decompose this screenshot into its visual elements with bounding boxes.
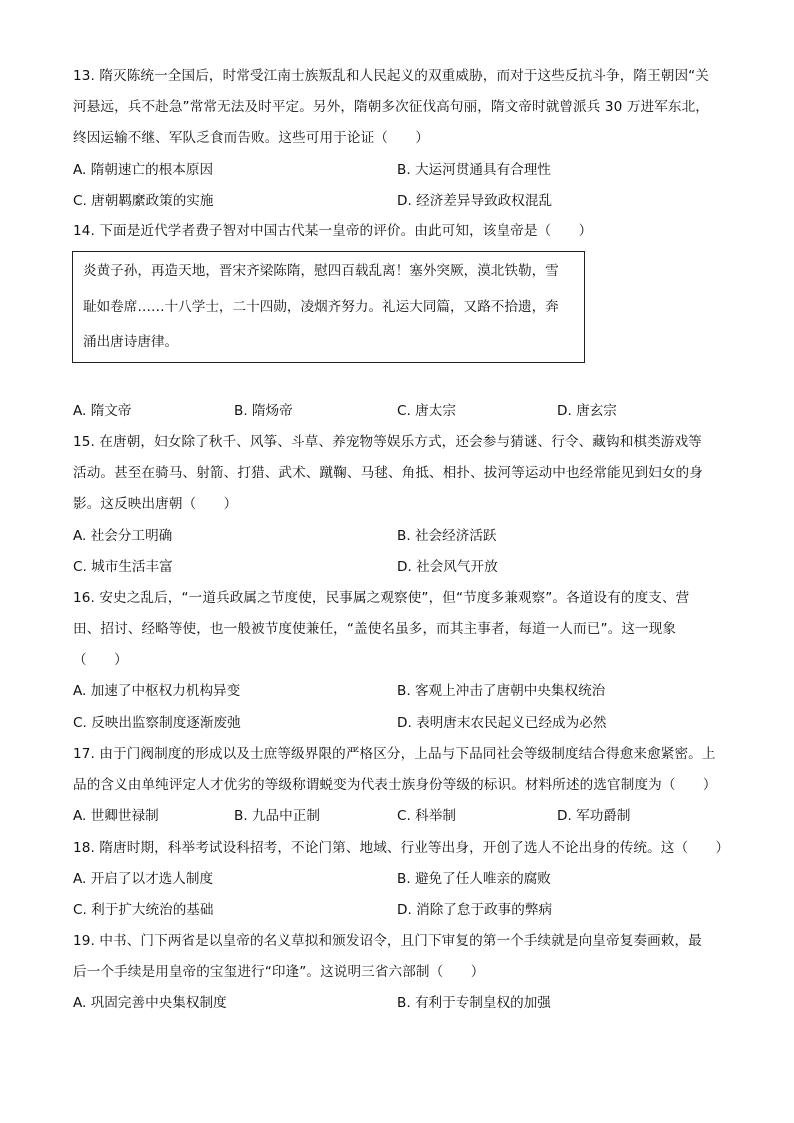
q17-stem-line-1: 17. 由于门阀制度的形成以及士庶等级界限的严格区分，上品与下品同社会等级制度结合得愈来愈紧密。上 — [73, 746, 716, 762]
q18-option-c[interactable]: C. 利于扩大统治的基础 — [73, 902, 214, 918]
q15-option-a[interactable]: A. 社会分工明确 — [73, 528, 173, 544]
q14-stem-line-1: 14. 下面是近代学者费子智对中国古代某一皇帝的评价。由此可知，该皇帝是（ ） — [73, 223, 593, 239]
q18-option-a[interactable]: A. 开启了以才选人制度 — [73, 871, 214, 887]
q18-stem-line-1: 18. 隋唐时期，科举考试设科招考，不论门第、地域、行业等出身，开创了选人不论出身的传统。这（ ） — [73, 840, 730, 856]
q13-option-a[interactable]: A. 隋朝速亡的根本原因 — [73, 162, 214, 178]
q15-option-c[interactable]: C. 城市生活丰富 — [73, 559, 173, 575]
q14-option-c[interactable]: C. 唐太宗 — [397, 403, 456, 419]
q19-stem-line-2: 后一个手续是用皇帝的宝玺进行“印逢”。这说明三省六部制（ ） — [73, 964, 485, 980]
q15-option-d[interactable]: D. 社会风气开放 — [397, 559, 498, 575]
q15-stem-line-2: 活动。甚至在骑马、射箭、打猎、武术、蹴鞠、马毬、角抵、相扑、拔河等运动中也经常能见到妇女的身 — [73, 465, 703, 481]
q19-stem-line-1: 19. 中书、门下两省是以皇帝的名义草拟和颁发诏令，且门下审复的第一个手续就是向皇帝复奏画敕，最 — [73, 933, 702, 949]
q14-option-b[interactable]: B. 隋炀帝 — [234, 403, 293, 419]
q17-stem-line-2: 品的含义由单纯评定人才优劣的等级称谓蜕变为代表士族身份等级的标识。材料所述的选官制度为（ ） — [73, 777, 717, 793]
q14-quote-line-2: 耻如卷席……十八学士，二十四勋，凌烟齐努力。礼运大同篇，又路不拾遗，奔 — [83, 299, 559, 315]
q13-option-d[interactable]: D. 经济差异导致政权混乱 — [397, 193, 553, 209]
q13-option-c[interactable]: C. 唐朝羁縻政策的实施 — [73, 193, 214, 209]
q19-option-b[interactable]: B. 有利于专制皇权的加强 — [397, 995, 551, 1011]
q16-option-b[interactable]: B. 客观上冲击了唐朝中央集权统治 — [397, 683, 606, 699]
q17-option-c[interactable]: C. 科举制 — [397, 808, 456, 824]
q17-option-d[interactable]: D. 军功爵制 — [557, 808, 631, 824]
q17-option-b[interactable]: B. 九品中正制 — [234, 808, 320, 824]
q19-option-a[interactable]: A. 巩固完善中央集权制度 — [73, 995, 227, 1011]
q16-option-d[interactable]: D. 表明唐末农民起义已经成为必然 — [397, 715, 607, 731]
q16-option-a[interactable]: A. 加速了中枢权力机构异变 — [73, 683, 241, 699]
q13-stem-line-1: 13. 隋灭陈统一全国后，时常受江南士族叛乱和人民起义的双重威胁，而对于这些反抗斗争，隋王朝因“关 — [73, 68, 710, 84]
q13-option-b[interactable]: B. 大运河贯通具有合理性 — [397, 162, 551, 178]
q15-option-b[interactable]: B. 社会经济活跃 — [397, 528, 497, 544]
q14-option-a[interactable]: A. 隋文帝 — [73, 403, 132, 419]
q17-option-a[interactable]: A. 世卿世禄制 — [73, 808, 159, 824]
q14-option-d[interactable]: D. 唐玄宗 — [557, 403, 617, 419]
q16-option-c[interactable]: C. 反映出监察制度逐渐废弛 — [73, 715, 241, 731]
q16-stem-line-2: 田、招讨、经略等使，也一般被节度使兼任，“盖使名虽多，而其主事者，每道一人而已”。这一现象 — [73, 621, 677, 637]
q15-stem-line-1: 15. 在唐朝，妇女除了秋千、风筝、斗草、养宠物等娱乐方式，还会参与猜谜、行令、藏钩和棋类游戏等 — [73, 434, 702, 450]
q13-stem-line-3: 终因运输不继、军队乏食而告败。这些可用于论证（ ） — [73, 130, 430, 146]
q14-quote-line-1: 炎黄子孙，再造天地，晋宋齐梁陈隋，慰四百载乱离！塞外突厥，漠北铁勒，雪 — [83, 263, 559, 279]
q16-stem-line-1: 16. 安史之乱后，“一道兵政属之节度使，民事属之观察使”，但“节度多兼观察”。各道设有的度支、营 — [73, 590, 690, 606]
q14-quote-line-3: 涌出唐诗唐律。 — [83, 334, 179, 350]
q16-stem-line-3: （ ） — [73, 652, 128, 668]
q15-stem-line-3: 影。这反映出唐朝（ ） — [73, 496, 238, 512]
q18-option-d[interactable]: D. 消除了怠于政事的弊病 — [397, 902, 553, 918]
q14-quote-box — [72, 251, 585, 363]
q18-option-b[interactable]: B. 避免了任人唯亲的腐败 — [397, 871, 551, 887]
q13-stem-line-2: 河悬远，兵不赴急”常常无法及时平定。另外，隋朝多次征伐高句丽，隋文帝时就曾派兵 30 万进军东北， — [73, 99, 710, 115]
